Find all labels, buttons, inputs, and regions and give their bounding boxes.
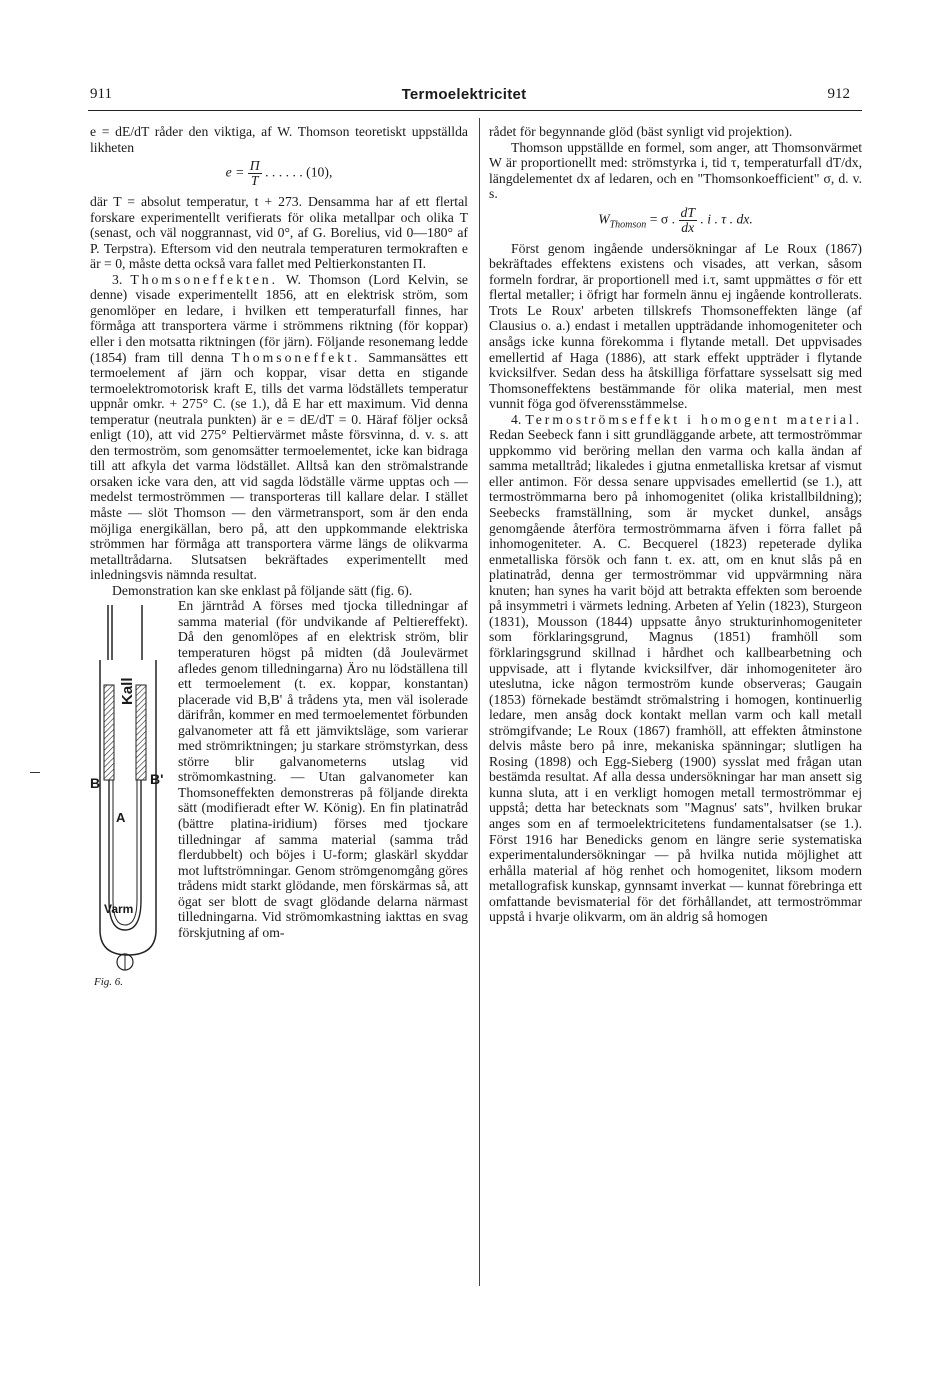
formula-10-lhs: e =: [225, 164, 248, 180]
right-paragraph-3: Först genom ingående undersökningar af Le Roux (1867) bekräftades effektens existens och visades, att verkan, såsom formeln fordrar, är proportionell med i.τ, samt uppmättes σ för ett flertal metaller; i öfrigt har formeln ännu ej ingående kontrollerats. Trots Le Roux' arbeten tillskrefs Thomsoneffekten länge (af Clausius o. a.) endast i metallen uppträdande inhomogeniteter och ansågs icke kunna förekomma i flytande metall. Det uppvisades emellertid af Haga (1886), att stark effekt uppträder i flytande kvicksilfver. Sedan dess ha åtskilliga författare sysselsatt sig med Thomsoneffektens bestämmande för olika material, men mest vunnit föga god öfverensstämmelse.: [489, 240, 862, 412]
section-4-text: Redan Seebeck fann i sitt grundläggande arbete, att termoströmmar uppkommo vid beröring mellan den varma och kalla ändan af samma metalltråd; likaledes i gjutna enmetalliska kretsar af vismut eller antimon. För dessa senare uppvisades emellertid (se 1.), att termoströmmarna bero på inhomogenitet (olika kristallbildning); Seebecks framställning, som är mycket dunkel, ansågs genomgående återföra termoströmmarna äfven i förra fallet på inhomogeniteter. A. C. Becquerel (1823) repeterade dylika enmetalliska försök och fann t. ex. att, om en knut slås på en platinatråd, denna ger termoströmmar vid uppvärmning nära knuten; han synes ha varit böjd att betrakta effekten som beroende på insymmetri i värmets ledning. Arbeten af Yelin (1823), Sturgeon (1831), Mousson (1844) uppsatte ånyo strukturinhomogeniteter som förklaringsgrund, Magnus (1851) framhöll som förklaringsgrund skillnad i hårdhet och kallbearbetning och uppvisade, att i flytande kvicksilfver, där inhomogeniteter äro uteslutna, icke någon termoström kunde observeras; Gaugain (1853) förnekade bestämdt strömalstring i homogen, kontinuerlig ledare, men ansåg dock kontakt mellan varm och kall metall strömgifvande; Le Roux (1867) framhöll, att effekten åtminstone delvis måste bero på inre, mekaniska spänningar; slutligen ha Rosing (1898) och Egg-Sieberg (1900) sysslat med frågan utan bestämda resultat. Af alla dessa undersökningar har man ansett sig kunna sluta, att i en verkligt homogen metall termoströmmar ej uppstå; detta har betecknats som "Magnus' sats", hvilken brukar anges som en af termoelektricitetens fundamentalsatser (se 1.). Först 1916 har Benedicks genom en längre serie systematiska experimentalundersökningar — på hvilka nutida möjlighet att erhålla material af hög renhet och homogenitet, liksom modern metallografisk kunskap, gynnsamt inverkat — kunnat förebringa ett omfattande bevismaterial för det förhållandet, att termoströmmar uppstå i hvarje olikvarm, om än aldrig så homogen: [489, 427, 862, 925]
page-number-right: 912: [827, 86, 850, 102]
left-paragraph-2: där T = absolut temperatur, t + 273. Densamma har af ett flertal forskare experimentellt verifierats för olika metallpar och olika T (senast, och väl noggrannast, vid 0°, af G. Borelius, vid 0—180° af P. Terpstra). Eftersom vid den neutrala temperaturen termokraften e är = 0, måste detta också vara fallet med Peltierkonstanten Π.: [90, 194, 468, 272]
right-paragraph-1: rådet för begynnande glöd (bäst synligt vid projektion).: [489, 124, 793, 139]
page-number-left: 911: [90, 86, 112, 102]
left-column: [90, 124, 468, 990]
formula-10: [90, 159, 468, 188]
figure-label-b-prime: B': [150, 771, 164, 788]
formula-thomson-lhs: W: [598, 211, 610, 227]
formula-thomson-fraction: [679, 206, 697, 235]
right-paragraph-4: [489, 412, 862, 925]
formula-thomson-subscript: Thomson: [609, 219, 647, 231]
figure-label-varm: Varm: [104, 902, 134, 917]
thomsoneffekt-emphasis: Thomsoneffekt.: [231, 349, 361, 365]
right-paragraph-2: Thomson uppställde en formel, som anger, att Thomsonvärmet W är proportionellt med: strömstyrka i, tid τ, temperaturfall dT/dx, längdelementet dx af ledaren, och en "Thomsonkoefficient" σ, d. v. s.: [489, 139, 862, 202]
figure-6: [90, 600, 170, 990]
figure-label-a: A: [116, 810, 126, 826]
left-paragraph-4-intro: Demonstration kan ske enklast på följande sätt (fig. 6).: [112, 582, 413, 598]
formula-thomson-eq: = σ .: [646, 211, 679, 227]
formula-thomson-numerator: dT: [680, 204, 695, 220]
formula-10-numerator: Π: [249, 158, 260, 174]
right-column: [489, 124, 862, 925]
left-paragraph-1: e = dE/dT råder den viktiga, af W. Thomson teoretiskt uppställda likheten: [90, 124, 468, 155]
margin-mark: [30, 772, 40, 773]
section-heading-thomsoneffekten: Thomsoneffekten.: [130, 271, 279, 287]
left-paragraph-3: [90, 272, 468, 583]
formula-thomson-denominator: dx: [681, 219, 695, 235]
section-number-3: 3.: [112, 271, 131, 287]
running-title: Termoelektricitet: [401, 86, 527, 103]
figure-label-kall: Kall: [119, 677, 136, 706]
formula-thomson-tail: . i . τ . dx.: [696, 211, 753, 227]
left-paragraph-4-body: En järntråd A förses med tjocka tilledningar af samma material (för undvikande af Peltiereffekt). Då den genomlöpes af en elektrisk ström, blir temperaturen högst på midten (då Joulevärmet afledes genom tilledningarna) Äro nu lödställena till ett termoelement (t. ex. koppar, konstantan) placerade vid B,B' å trådens yta, men väl isolerade därifrån, kommer en med termoelementet förbunden galvanometer att få ett jämviktsläge, som varierar med strömriktningen; ju starkare strömstyrkan, dess större blir galvanometerns utslag vid strömomkastning. — Utan galvanometer kan Thomsoneffekten demonstreras på följande direkta sätt (modifieradt efter W. König). En fin platinatråd (bättre platina-iridium) förses med tjockare tilledningar af samma material (samma tråd flerdubbelt) och böjes i U-form; glaskärl skyddar mot luftströmningar. Genom strömgenomgång göres trådens midt starkt glödande, men förskärmas så, att ögat ser blott de svagt glödande delarna närmast tilledningarna. Vid strömomkastning iakttas en svag förskjutning af om-: [178, 598, 468, 940]
section-heading-termostromseffekt: Termoströmseffekt i homogent material.: [525, 411, 862, 427]
column-divider: [479, 118, 480, 1286]
formula-10-denominator: T: [250, 173, 259, 189]
formula-10-fraction: [248, 159, 262, 188]
figure-label-b: B: [90, 775, 101, 792]
demonstration-block: [90, 582, 468, 988]
formula-10-tail: . . . . . . (10),: [261, 164, 333, 180]
formula-thomson: [489, 206, 862, 235]
section-3-text-b: Sammansättes ett termoelement af järn och koppar, visar detta en stigande termoelektromotorisk kraft E, tills det varma lödställets temperatur uppnår omkr. + 275° C. (se 1.), då E har ett maximum. Vid denna temperatur (neutrala punkten) är e = dE/dT = 0. Häraf följer också enligt (10), att vid 275° Peltiervärmet måste försvinna, d. v. s. att den termoström, som genomsätter termoelementet, icke kan bidraga till att afkyla det varma lödstället. Alltså kan den strömalstrande orsaken icke vara den, att vid sagda lödställe värme upptas och — medelst termoströmmen — transporteras till kallare delar. I stället måste — slöt Thomson — den värmetransport, som är den enda möjliga energikällan, bero på, att den uppkommande elektriska strömmen har förmåga att transportera värme längs de olikvarma metalltrådarna. Slutsatsen bekräftades experimentellt med inledningsvis nämnda resultat.: [90, 349, 468, 583]
figure-caption: Fig. 6.: [94, 975, 124, 988]
header-rule: [88, 110, 862, 111]
section-3-text-a: W. Thomson (Lord Kelvin, se denne) visade experimentellt 1856, att en elektrisk ström, som genomlöper en ledare, i hvilken ett temperaturfall finnes, har förmåga att transportera värme i strömmens riktning (för koppar) eller i den motsatta riktningen (för järn). Följande resonemang ledde (1854) fram till denna: [90, 271, 468, 365]
section-number-4: 4.: [511, 411, 526, 427]
